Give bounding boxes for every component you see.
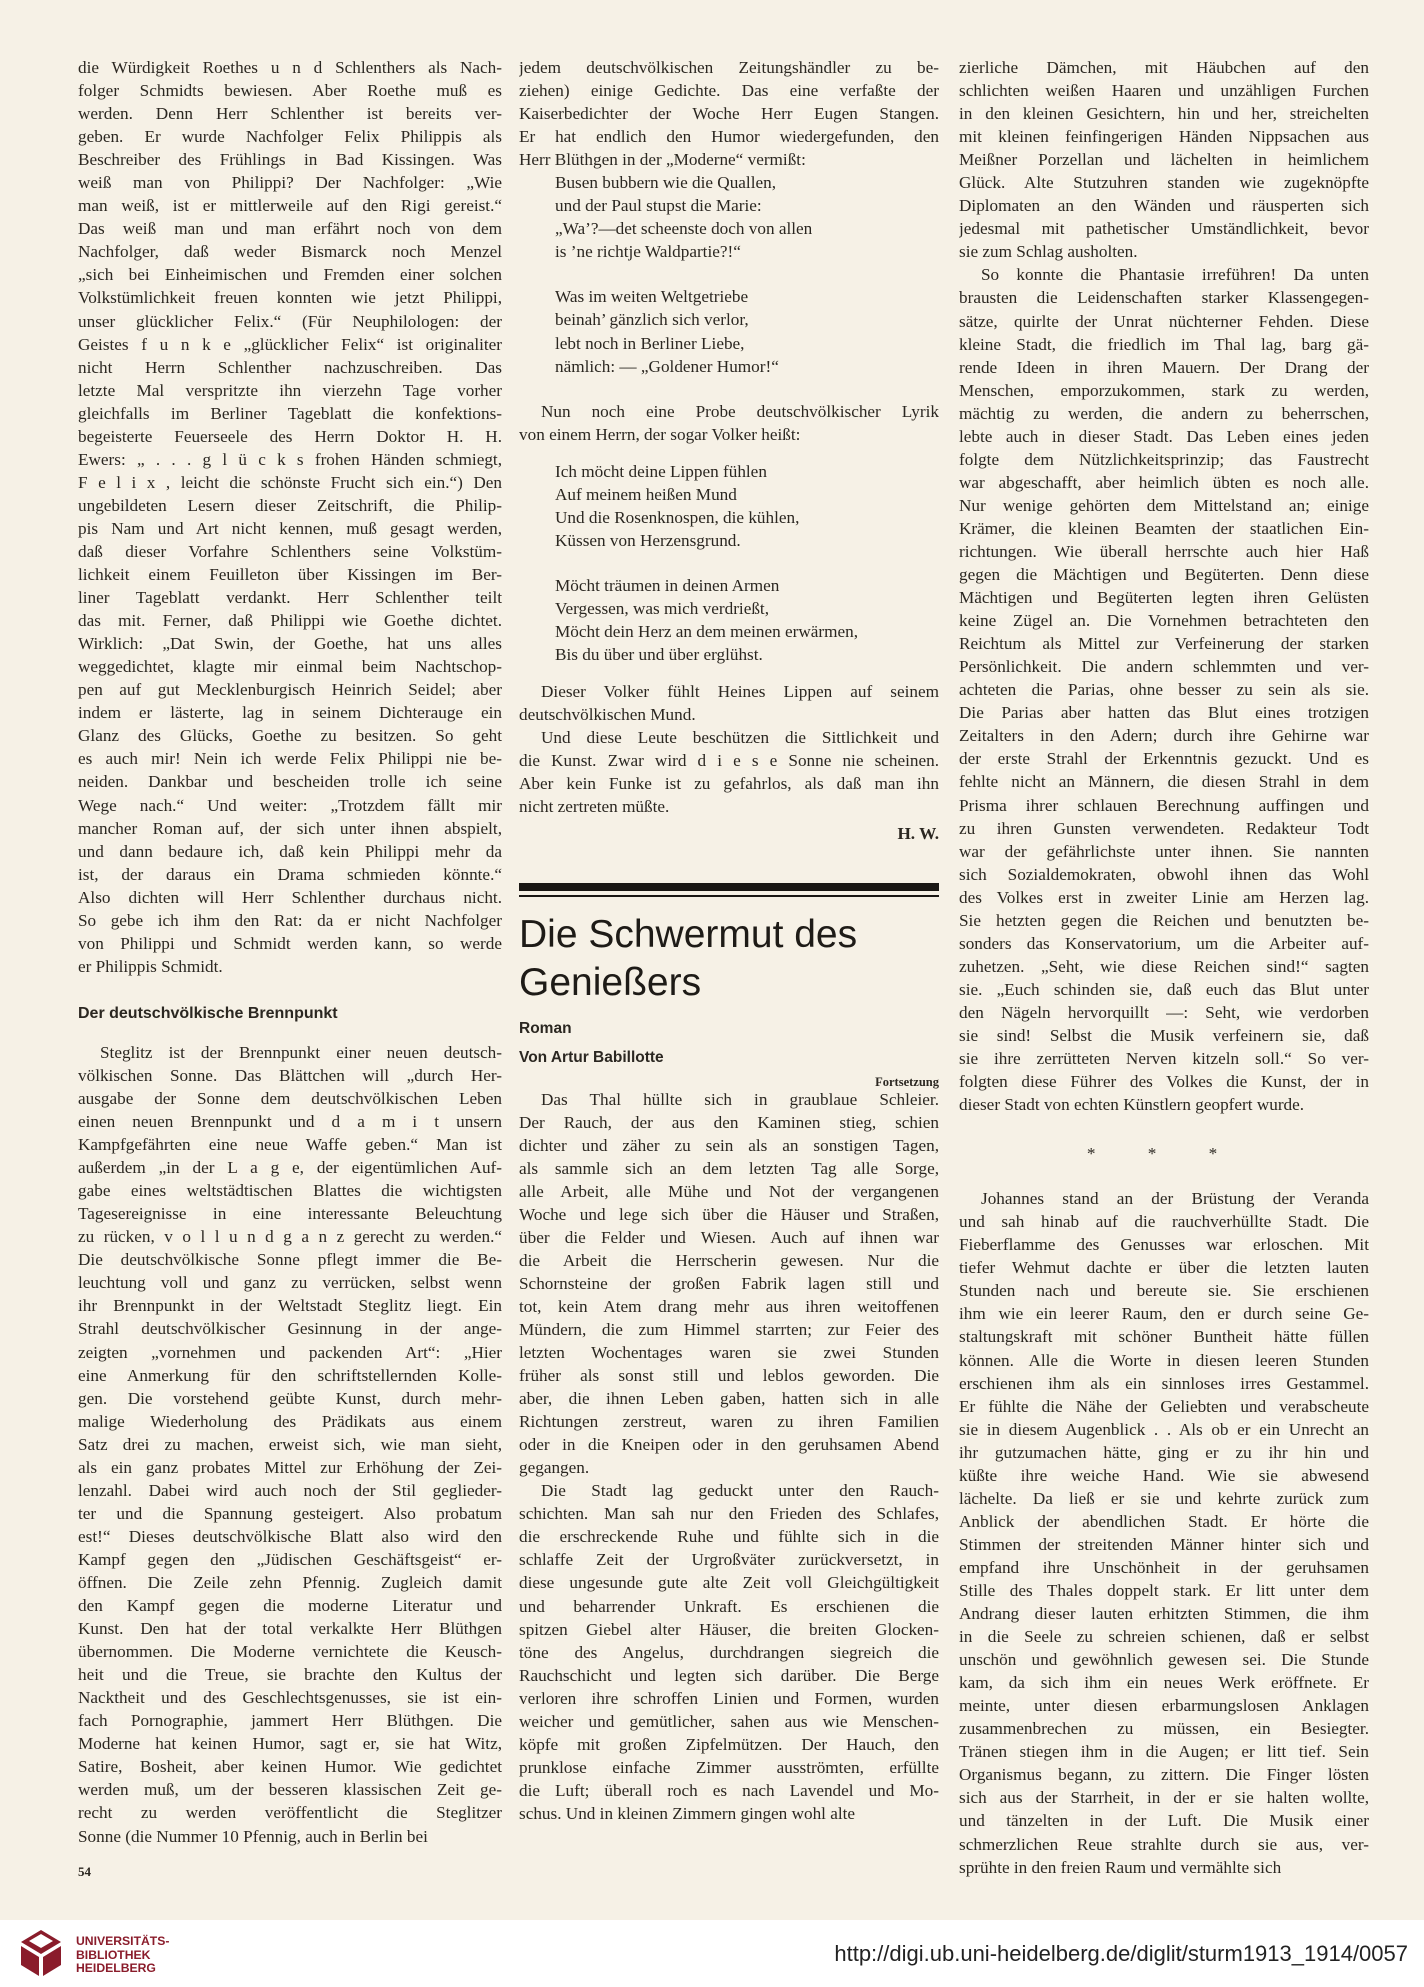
text-line: Vergessen, was mich verdrießt, [555,598,769,618]
text-line: prunklose einfache Zimmer ausströmten, erfüllte [519,1757,939,1777]
text-line: „Wa’?—det scheenste doch von allen [555,219,813,239]
text-line: Und die Rosenknospen, die kühlen, [555,507,800,527]
text-line: dieser Stadt von echten Künstlern geopfert wurde. [959,1095,1305,1115]
text-line: Stimmen der streitenden Männer hinter sich und [959,1534,1369,1554]
text-line: jedesmal mit pathetischer Umständlichkeit, bevor [959,219,1369,239]
text-line: früher als sonst still und leblos geworden. Die [519,1366,939,1386]
text-line: folger Schmidts bewiesen. Aber Roethe muß es [78,81,502,101]
author-signature: H. W. [897,824,939,844]
text-line: Was im weiten Weltgetriebe [555,287,749,307]
text-line: Und diese Leute beschützen die Sittlichkeit und [541,728,939,748]
text-line: Nur wenige gehörten dem Mittelstand an; einige [959,495,1369,515]
text-line: So gebe ich ihm den Rat: da er nicht Nachfolger [78,910,502,930]
text-line: richtungen. Wie überall herrschte auch hier Haß [959,541,1369,561]
column-1-text [78,56,502,978]
text-line: Die Parias aber hatten das Blut eines trotzigen [959,703,1369,723]
text-line: Beschreiber des Frühlings in Bad Kissingen. Was [78,150,502,170]
volker-intro [519,400,939,446]
text-line: achteten die Parias, ohne besser zu sein als sie. [959,680,1369,700]
text-line: Ich möcht deine Lippen fühlen [555,461,767,481]
text-line: Zeitalters in den Adern; durch ihre Gehirne war [959,726,1369,746]
text-line: in den kleinen Gesichtern, hin und her, streichelten [959,104,1369,124]
text-line: Herr Blüthgen in der „Moderne“ vermißt: [519,150,806,170]
text-line: ausgabe der Sonne dem deutschvölkischen Leben [78,1089,502,1109]
text-line: Anblick der abendlichen Stadt. Er hörte die [959,1511,1369,1531]
text-line: lächelte. Da ließ er sie und kehrte zurück zum [959,1488,1369,1508]
text-line: liner Tageblatt verdankt. Herr Schlenther teilt [78,588,502,608]
text-line: unser glücklicher Felix.“ (Für Neuphilologen: der [78,311,502,331]
text-line: und der Paul stupst die Marie: [555,196,762,216]
text-line: begeisterte Feuerseele des Herrn Doktor H. H. [78,426,502,446]
text-line: Steglitz ist der Brennpunkt einer neuen deutsch- [100,1042,502,1062]
text-line: Nun noch eine Probe deutschvölkischer Lyrik [541,401,939,421]
text-line: schlichten weißen Haaren und unzähligen Furchen [959,81,1369,101]
text-line: man weiß, ist er mittlerweile auf den Rigi gereist.“ [78,196,502,216]
text-line: zu ihren Gunsten verwendeten. Redakteur Todt [959,818,1369,838]
text-line: Meißner Porzellan und lächelten in heimlichem [959,150,1369,170]
text-line: neiden. Dankbar und bescheiden trolle ich seine [78,772,502,792]
text-line: ihm wie ein leerer Raum, den er durch seine Ge- [959,1304,1369,1324]
university-library-logo-icon [16,1928,66,1978]
text-line: est!“ Dieses deutschvölkische Blatt also wird den [78,1526,502,1546]
continuation-note: Fortsetzung [875,1074,939,1089]
text-line: war der gefährlichste unter ihnen. Sie nannten [959,841,1369,861]
text-line: können. Alle die Worte in diesen leeren Stunden [959,1350,1369,1370]
text-line: sie. „Euch schinden sie, daß euch das Blut unter [959,979,1369,999]
text-line: übernommen. Die Moderne vernichtete die Keusch- [78,1642,502,1662]
text-line: erschienen ihm als ein sinnloses irres Gestammel. [959,1373,1369,1393]
text-line: töne des Angelus, durchdrangen siegreich die [519,1642,939,1662]
text-line: Tagesereignisse in eine interessante Beleuchtung [78,1204,502,1224]
text-line: beinah’ gänzlich sich verlor, [555,310,749,330]
text-line: Er hat endlich den Humor wiedergefunden, den [519,127,939,147]
text-line: Satz drei zu machen, erweist sich, wie man sieht, [78,1434,502,1454]
text-line: verloren ihre schroffen Linien und Formen, wurden [519,1688,939,1708]
text-line: indem er lästerte, lag in seinem Dichterauge ein [78,703,502,723]
text-line: folgten diese Führer des Volkes die Kunst, der in [959,1072,1369,1092]
text-line: Mächtigen und Begüterten legten ihren Gelüsten [959,588,1369,608]
text-line: Stille des Thales doppelt stark. Er litt unter dem [959,1581,1369,1600]
text-line: alle Arbeit, alle Mühe und Not der vergangenen [519,1181,939,1201]
text-line: Glück. Alte Stutzuhren standen wie zugeknöpfte [959,173,1369,193]
text-line: Prisma ihrer schlauen Berechnung auffingen und [959,795,1369,815]
text-line: deutschvölkischen Mund. [519,705,696,725]
text-line: Andrang dieser lauten erhitzten Stimmen, die ihm [959,1604,1369,1624]
text-line: werden muß, um der besseren klassischen Zeit ge- [78,1780,502,1800]
text-line: Volkstümlichkeit freuen konnten wie jetzt Philippi, [78,288,502,308]
text-line: ihr Brennpunkt in der Weltstadt Steglitz liegt. Ein [78,1296,502,1316]
text-line: rende Ideen in ihren Mauern. Der Drang der [959,357,1369,377]
text-line: lebt noch in Berliner Liebe, [555,333,745,353]
text-line: nicht Herrn Schlenther nachzuschreiben. Das [78,357,502,377]
text-line: ziehen) einige Gedichte. Das eine verfaßte der [519,81,939,101]
brennpunkt-text [78,1041,502,1848]
poem-volker-stanza-2 [555,574,939,666]
text-line: Moderne hat keinen Humor, sagt er, sie hat Witz, [78,1734,502,1754]
text-line: Kaiserbedichter der Woche Herr Eugen Stangen. [519,104,939,124]
text-line: Kampf gegen den „Jüdischen Geschäftsgeist“ er- [78,1549,502,1569]
section-rule-thick [519,883,939,891]
text-line: Johannes stand an der Brüstung der Veranda [981,1189,1369,1209]
text-line: Glanz des Glücks, Goethe zu besitzen. So geht [78,726,502,746]
text-line: Tränen stiegen ihm in die Augen; er litt tief. Sein [959,1742,1369,1762]
text-line: Kampfgefährten eine neue Waffe geben.“ Man ist [78,1135,502,1155]
text-line: Ewers: „ . . . g l ü c k s frohen Händen schmiegt, [78,449,502,469]
text-line: Die Stadt lag geduckt unter den Rauch- [541,1481,939,1501]
text-line: Möcht dein Herz an dem meinen erwärmen, [555,621,859,641]
text-line: einen neuen Brennpunkt und d a m i t unsern [78,1112,502,1132]
text-line: oder in die Kneipen oder in den geruhsamen Abend [519,1435,939,1455]
text-line: völkischen Sonne. Das Blättchen will „durch Her- [78,1065,502,1085]
text-line: der erste Strahl der Erkenntnis gezuckt. Und es [959,749,1369,769]
text-line: Persönlichkeit. Die andern schlemmten und ver- [959,657,1369,677]
text-line: pen auf gut Mecklenburgisch Heinrich Seidel; aber [78,680,502,700]
text-line: leuchtung voll und ganz zu verrücken, selbst wenn [78,1273,502,1293]
text-line: Stunden nach und bereute sie. Sie erschienen [959,1281,1369,1301]
text-line: is ’ne richtje Waldpartie?!“ [555,242,741,262]
text-line: kleine Stadt, die friedlich im Thal lag, barg gä- [959,334,1369,354]
text-line: heit und die Treue, sie brachte den Kultus der [78,1665,502,1685]
text-line: Das weiß man und man erfährt noch von dem [78,219,502,239]
text-line: empfand ihre Unschönheit in der geruhsamen [959,1557,1369,1577]
text-line: lichkeit einem Feuilleton über Kissingen im Ber- [78,565,502,585]
text-line: küßte ihre weiche Hand. Wie sie abwesend [959,1465,1369,1485]
text-line: zeigten „vornehmen und packenden Art“: „Hier [78,1342,502,1362]
text-line: ist, der daraus ein Drama schmieden könnte.“ [78,864,502,884]
text-line: die Luft; überall roch es nach Lavendel und Mo- [519,1780,939,1800]
text-line: Mündern, die zum Himmel starrten; zur Feier des [519,1319,939,1339]
column-1 [78,56,502,1848]
text-line: weicher und gemütlicher, sahen aus wie Menschen- [519,1711,939,1731]
text-line: ter und die Spannung gesteigert. Also probatum [78,1503,502,1523]
text-line: Richtungen zerstreut, waren zu ihren Familien [519,1412,939,1432]
text-line: war abgeschafft, aber heimlich übten es noch alle. [959,472,1369,492]
text-line: kam, da sich ihm ein neues Werk eröffnete. Er [959,1673,1369,1693]
text-line: nämlich: — „Goldener Humor!“ [555,356,779,376]
text-line: Also dichten will Herr Schlenther durchaus nicht. [78,887,502,907]
text-line: den Nägeln hervorquillt —: Seht, wie verdorben [959,1002,1369,1022]
text-line: lebte auch in dieser Stadt. Das Leben eines jeden [959,426,1369,446]
text-line: schichten. Man sah nur den Frieden des Schlafes, [519,1504,939,1524]
text-line: Rauchschicht und legten sich darüber. Die Berge [519,1665,939,1685]
text-line: Er fühlte die Nähe der Geliebten und verabscheute [959,1396,1369,1416]
text-line: Busen bubbern wie die Quallen, [555,173,776,193]
novel-genre: Roman [519,1020,572,1038]
text-line: als sammle sich an dem letzten Tag alle Sorge, [519,1158,939,1178]
text-line: F e l i x , leicht die schönste Frucht sich ein.“) Den [78,472,502,492]
text-line: malige Wiederholung des Prädikats aus einem [78,1411,502,1431]
text-line: jedem deutschvölkischen Zeitungshändler zu be- [519,58,939,77]
novel-title [519,911,939,1007]
text-line: ihr gutzumachen hätte, ging er zu ihr hin und [959,1442,1369,1462]
novel-paragraph-1 [519,1088,939,1480]
text-line: Woche und lege sich über die Häuser und Straßen, [519,1204,939,1224]
text-line: weggedichtet, klagte mir einmal beim Nachtschop- [78,657,502,677]
text-line: letzten Wochentages waren sie zwei Stunden [519,1343,939,1363]
text-line: keine Zügel an. Die Vornehmen betrachteten den [959,611,1369,631]
novel-author: Von Artur Babillotte [519,1049,664,1067]
text-line: mit kleinen feinfingerigen Händen Nippsachen aus [959,127,1369,147]
text-line: sie ihre zerrütteten Nerven kitzeln soll.“ So ver- [959,1049,1369,1069]
text-line: aber, die ihnen Leben gaben, hatten sich in alle [519,1389,939,1409]
text-line: und tänzelten in der Luft. Die Musik einer [959,1811,1369,1831]
text-line: So konnte die Phantasie irreführen! Da unten [981,265,1369,285]
text-line: zu rücken, v o l l u n d g a n z gerecht zu werden.“ [78,1227,502,1247]
text-line: werden. Denn Herr Schlenther ist bereits ver- [78,104,502,124]
text-line: außerdem „in der L a g e, der eigentümlichen Auf- [78,1158,502,1178]
novel-title-line-1: Die Schwermut des [519,913,858,957]
text-line: öffnen. Die Zeile zehn Pfennig. Zugleich damit [78,1573,502,1592]
library-name-line-3: HEIDELBERG [76,1961,156,1975]
text-line: pis Nam und Art nicht kennen, muß gesagt werden, [78,518,502,538]
text-line: dichter und zäher zu sein als an sonstigen Tagen, [519,1135,939,1155]
text-line: Die deutschvölkische Sonne pflegt immer die Be- [78,1250,502,1270]
text-line: Diplomaten an den Wänden und räusperten sich [959,196,1369,216]
text-line: sonders das Konservatorium, um die Arbeiter auf- [959,933,1369,953]
text-line: von Philippi und Schmidt werden kann, so werde [78,933,502,953]
text-line: über die Felder und Wiesen. Auch auf ihnen war [519,1227,939,1247]
text-line: gegen die Mächtigen und Begüterten. Denn diese [959,565,1369,585]
text-line: sie sind! Selbst die Musik verfeinern sie, daß [959,1025,1369,1045]
text-line: des Volkes erst in zweiter Linie am Herzen lag. [959,887,1369,907]
text-line: als ein ganz probates Mittel zur Erhöhung der Zei- [78,1457,502,1477]
text-line: spitzen Giebel alter Häuser, die breiten Glocken- [519,1619,939,1639]
library-name-line-2: BIBLIOTHEK [76,1947,151,1962]
text-line: in die Seele zu schreien schienen, daß er selbst [959,1627,1369,1647]
text-line: Aber kein Funke ist zu gefahrlos, als daß man ihn [519,774,939,794]
text-line: gleichfalls im Berliner Tageblatt die konfektions- [78,403,502,423]
text-line: sie in diesem Augenblick . . Als ob er ein Unrecht an [959,1419,1369,1439]
column-3 [959,56,1369,1879]
text-line: eine Anmerkung für den schriftstellernden Kolle- [78,1365,502,1385]
section-stars: * * * [1086,1144,1242,1164]
library-name [76,1935,169,1976]
text-line: zuhetzen. „Seht, wie diese Reichen sind!“ sagten [959,956,1369,976]
column-3-paragraph-2 [959,263,1369,1116]
poem-stangen-stanza-2 [555,285,939,377]
text-line: Sonne (die Nummer 10 Pfennig, auch in Berlin bei [78,1826,428,1846]
text-line: sprühte in den freien Raum und vermählte sich [959,1857,1282,1877]
text-line: letzte Mal verspritzte ihn vierzehn Tage vorher [78,380,502,400]
text-line: daß dieser Vorfahre Schlenthers seine Volkstüm- [78,541,502,561]
poem-volker-stanza-1 [555,460,939,552]
text-line: tiefer Wehmut dachte er über die letzten lauten [959,1258,1369,1278]
text-line: sie zum Schlag ausholten. [959,242,1138,262]
text-line: zierliche Dämchen, mit Häubchen auf den [959,58,1369,77]
text-line: Kunst. Den hat der total verkalkte Herr Blüthgen [78,1619,502,1639]
text-line: Möcht träumen in deinen Armen [555,575,780,595]
text-line: gen. Die vorstehend geübte Kunst, durch mehr- [78,1388,502,1408]
text-line: er Philippis Schmidt. [78,956,223,976]
text-line: schus. Und in kleinen Zimmern gingen wohl alte [519,1803,856,1823]
text-line: Strahl deutschvölkischer Gesinnung in der ange- [78,1319,502,1339]
text-line: Das Thal hüllte sich in graublaue Schleier. [541,1089,939,1109]
text-line: unschön und gewöhnlich gewesen sei. Die Stunde [959,1650,1369,1670]
text-line: recht zu werden veröffentlicht die Steglitzer [78,1803,502,1823]
text-line: die Kunst. Zwar wird d i e s e Sonne nie scheinen. [519,751,939,771]
text-line: sich Sozialdemokraten, obwohl ihnen das Wohl [959,864,1369,884]
text-line: weiß man von Philippi? Der Nachfolger: „Wie [78,173,502,193]
text-line: Nacktheit und des Geschlechtsgenusses, sie ist ein- [78,1688,502,1708]
text-line: geben. Er wurde Nachfolger Felix Philippis als [78,127,502,147]
text-line: und sah hinab auf die rauchverhüllte Stadt. Die [959,1212,1369,1232]
text-line: mächtig zu werden, die andern zu beherrschen, [959,403,1369,423]
text-line: meinte, unter diesen erbarmungslosen Anklagen [959,1696,1369,1716]
text-line: staltungskraft mit schöner Buntheit hätte füllen [959,1327,1369,1347]
text-line: lenzahl. Dabei wird auch noch der Stil geglieder- [78,1480,502,1500]
text-line: und dann bedaure ich, daß kein Philippi mehr da [78,841,502,861]
text-line: Satire, Bosheit, aber keinen Humor. Wie gedichtet [78,1757,502,1777]
column-3-paragraph-3 [959,1187,1369,1878]
text-line: köpfe mit großen Zipfelmützen. Der Hauch, den [519,1734,939,1754]
text-line: Krämer, die kleinen Beamten der staatlichen Ein- [959,518,1369,538]
novel-title-line-2: Genießers [519,961,702,1005]
text-line: tot, kein Atem drang mehr aus ihren weitoffenen [519,1296,939,1316]
text-line: Menschen, emporzukommen, stark zu werden, [959,380,1369,400]
column-2 [519,56,939,1825]
text-line: Schornsteine der großen Fabrik lagen still und [519,1273,939,1293]
text-line: das mit. Ferner, daß Philippi wie Goethe dichtet. [78,611,502,631]
text-line: die erschreckende Ruhe und fühlte sich in die [519,1527,939,1547]
subheading-brennpunkt: Der deutschvölkische Brennpunkt [78,1004,338,1022]
text-line: es auch mir! Nein ich werde Felix Philippi nie be- [78,749,502,769]
text-line: und beharrender Unkraft. Es erschienen die [519,1596,939,1616]
volker-comment [519,680,939,818]
text-line: von einem Herrn, der sogar Volker heißt: [519,424,801,444]
viewer-footer [0,1920,1424,1987]
text-line: sich aus der Starrheit, in der er sie halten wollte, [959,1788,1369,1808]
text-line: ungebildeten Lesern dieser Zeitschrift, die Philip- [78,495,502,515]
text-line: nicht zertreten müßte. [519,797,670,817]
text-line: Wirklich: „Dat Swin, der Goethe, hat uns alles [78,634,502,654]
section-rule-thin [519,895,939,897]
text-line: Der Rauch, der aus den Kaminen stieg, schien [519,1112,939,1132]
text-line: den Kampf gegen die moderne Literatur und [78,1596,502,1616]
text-line: mancher Roman auf, der sich unter ihnen abspielt, [78,818,502,838]
text-line: schlaffe Zeit der Urgroßväter zurückversetzt, in [519,1550,939,1570]
text-line: zusammenbrechen zu müssen, ein Besiegter. [959,1719,1369,1739]
text-line: brausten die Leidenschaften starker Klassengegen- [959,288,1369,308]
text-line: Wege nach.“ Und weiter: „Trotzdem fällt mir [78,795,502,815]
text-line: Sie hetzten gegen die Reichen und benutzten be- [959,910,1369,930]
text-line: sätze, quirlte der Unrat nüchterner Fehden. Diese [959,311,1369,331]
text-line: Reichtum als Mittel zur Verfeinerung der starken [959,634,1369,654]
source-url-link[interactable]: http://digi.ub.uni-heidelberg.de/diglit/sturm1913_1914/0057 [834,1941,1408,1966]
column-3-text [959,56,1369,263]
text-line: Geistes f u n k e „glücklicher Felix“ ist originaliter [78,334,502,354]
text-line: schmerzlichen Reue strahlte durch sie aus, ver- [959,1834,1369,1854]
text-line: die Arbeit die Herrscherin gewesen. Nur die [519,1250,939,1270]
text-line: Dieser Volker fühlt Heines Lippen auf seinem [541,682,939,702]
text-line: Fieberflamme des Genusses war erloschen. Mit [959,1235,1369,1255]
text-line: folgte dem Nützlichkeitsprinzip; das Faustrecht [959,449,1369,469]
text-line: gegangen. [519,1458,590,1478]
text-line: die Würdigkeit Roethes u n d Schlenthers als Nach- [78,58,502,77]
poem-stangen-stanza-1 [555,171,939,263]
text-line: Küssen von Herzensgrund. [555,530,741,550]
text-line: gabe eines weltstädtischen Blattes die wichtigsten [78,1181,502,1201]
text-line: „sich bei Einheimischen und Fremden einer solchen [78,265,502,285]
page-number: 54 [78,1864,91,1879]
text-line: Bis du über und über erglühst. [555,645,763,665]
text-line: fehlte nicht an Männern, die diesen Strahl in dem [959,772,1369,792]
text-line: Auf meinem heißen Mund [555,484,737,504]
library-name-line-1: UNIVERSITÄTS- [76,1934,170,1948]
text-line: Nachfolger, daß weder Bismarck noch Menzel [78,242,502,262]
novel-paragraph-2 [519,1479,939,1825]
text-line: fach Pornographie, jammert Herr Blüthgen. Die [78,1711,502,1731]
text-line: diese ungesunde gute alte Zeit voll Gleichgültigkeit [519,1573,939,1593]
column-2-text [519,56,939,171]
text-line: Organismus begann, zu zittern. Die Finger lösten [959,1765,1369,1785]
